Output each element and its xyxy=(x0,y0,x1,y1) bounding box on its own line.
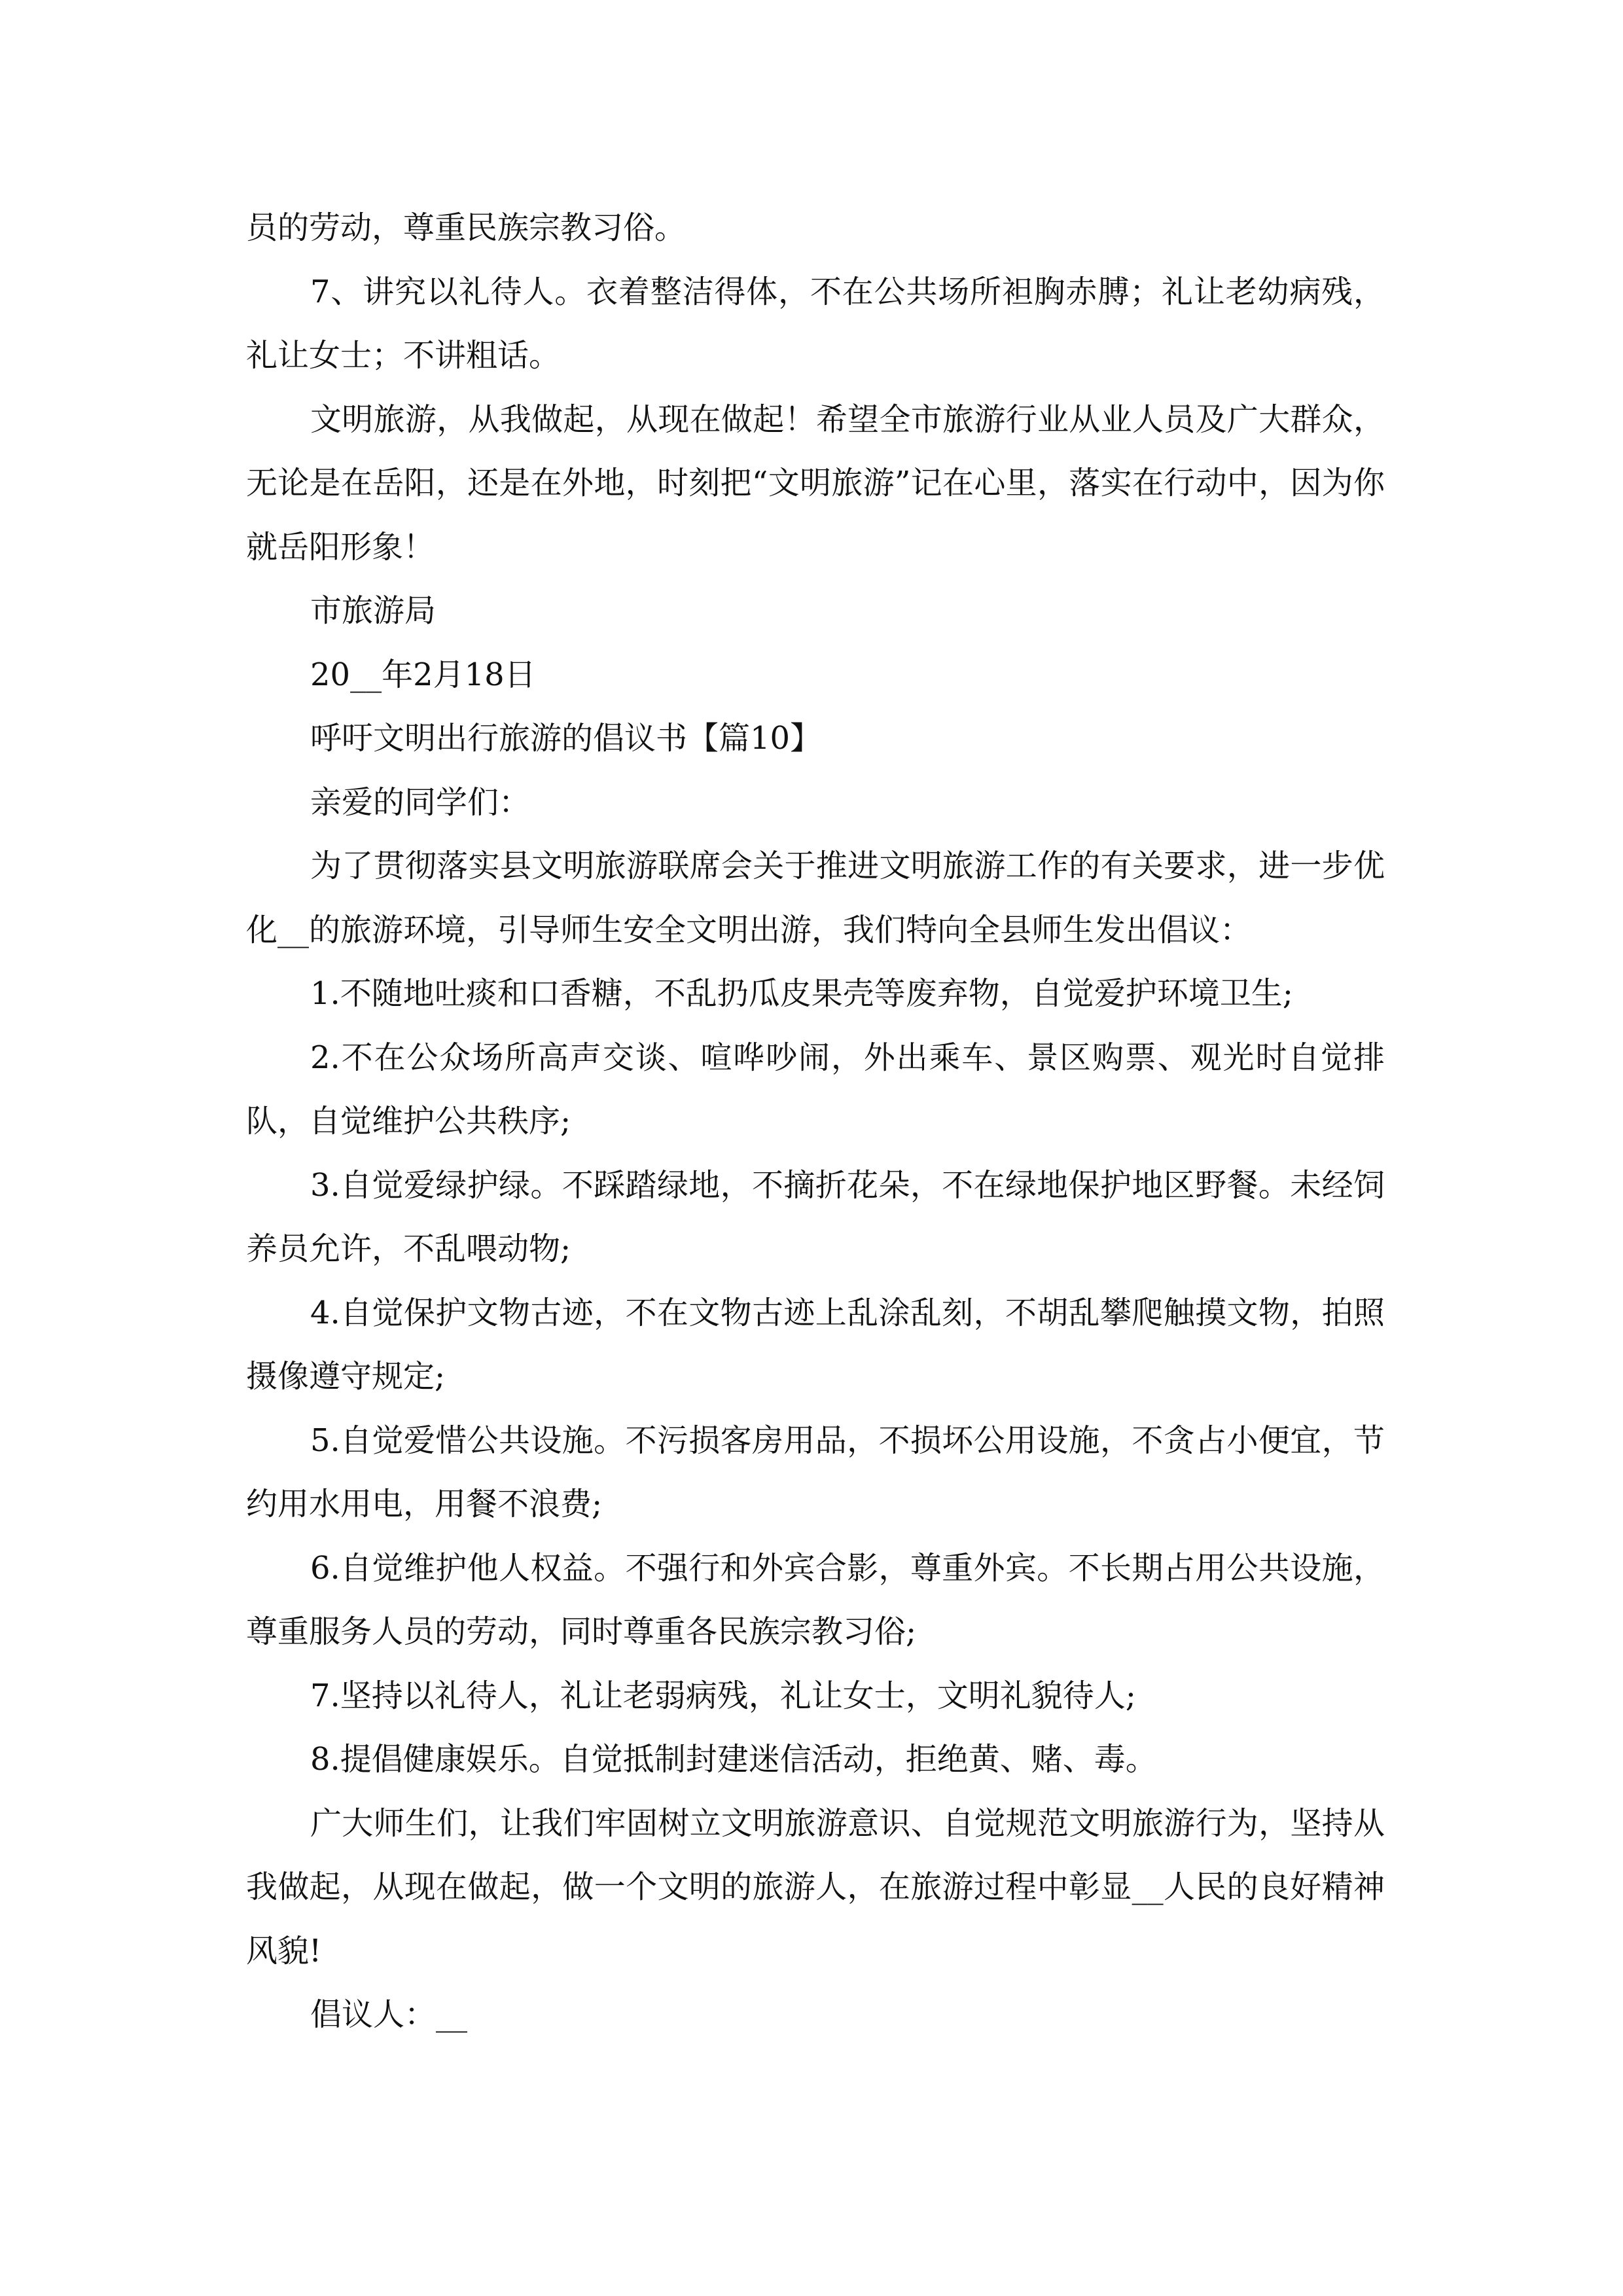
paragraph-2: 7、讲究以礼待人。衣着整洁得体，不在公共场所袒胸赤膊；礼让老幼病残，礼让女士；不讲粗话。 xyxy=(246,273,1385,374)
list-item-5: 5.自觉爱惜公共设施。不污损客房用品，不损坏公用设施，不贪占小便宜，节约用水用电，用餐不浪费; xyxy=(246,1422,1385,1522)
paragraph-3: 文明旅游，从我做起，从现在做起！希望全市旅游行业从业人员及广大群众，无论是在岳阳，还是在外地，时刻把“文明旅游”记在心里，落实在行动中，因为你就岳阳形象！ xyxy=(246,401,1385,565)
list-item-4: 4.自觉保护文物古迹，不在文物古迹上乱涂乱刻，不胡乱攀爬触摸文物，拍照摄像遵守规定; xyxy=(246,1294,1385,1395)
signature-date: 20__年2月18日 xyxy=(310,656,536,693)
document-page xyxy=(246,196,1385,2047)
list-item-3: 3.自觉爱绿护绿。不踩踏绿地，不摘折花朵，不在绿地保护地区野餐。未经饲养员允许，不乱喂动物; xyxy=(246,1166,1385,1267)
closing-paragraph: 广大师生们，让我们牢固树立文明旅游意识、自觉规范文明旅游行为，坚持从我做起，从现在做起，做一个文明的旅游人，在旅游过程中彰显__人民的良好精神风貌! xyxy=(246,1804,1385,1969)
section-title: 呼吁文明出行旅游的倡议书【篇10】 xyxy=(310,720,822,757)
list-item-2: 2.不在公众场所高声交谈、喧哗吵闹，外出乘车、景区购票、观光时自觉排队，自觉维护公共秩序; xyxy=(246,1039,1385,1139)
list-item-6: 6.自觉维护他人权益。不强行和外宾合影，尊重外宾。不长期占用公共设施，尊重服务人员的劳动，同时尊重各民族宗教习俗; xyxy=(246,1549,1385,1650)
proposer-line: 倡议人：__ xyxy=(310,1996,468,2033)
salutation: 亲爱的同学们： xyxy=(310,783,531,821)
list-item-1: 1.不随地吐痰和口香糖，不乱扔瓜皮果壳等废弃物，自觉爱护环境卫生; xyxy=(310,975,1293,1012)
intro-paragraph: 为了贯彻落实县文明旅游联席会关于推进文明旅游工作的有关要求，进一步优化__的旅游环境，引导师生安全文明出游，我们特向全县师生发出倡议： xyxy=(246,848,1385,948)
paragraph-1: 员的劳动，尊重民族宗教习俗。 xyxy=(246,209,687,246)
list-item-7: 7.坚持以礼待人，礼让老弱病残，礼让女士，文明礼貌待人; xyxy=(310,1677,1136,1714)
signature-organization: 市旅游局 xyxy=(310,592,437,629)
list-item-8: 8.提倡健康娱乐。自觉抵制封建迷信活动，拒绝黄、赌、毒。 xyxy=(310,1741,1157,1778)
